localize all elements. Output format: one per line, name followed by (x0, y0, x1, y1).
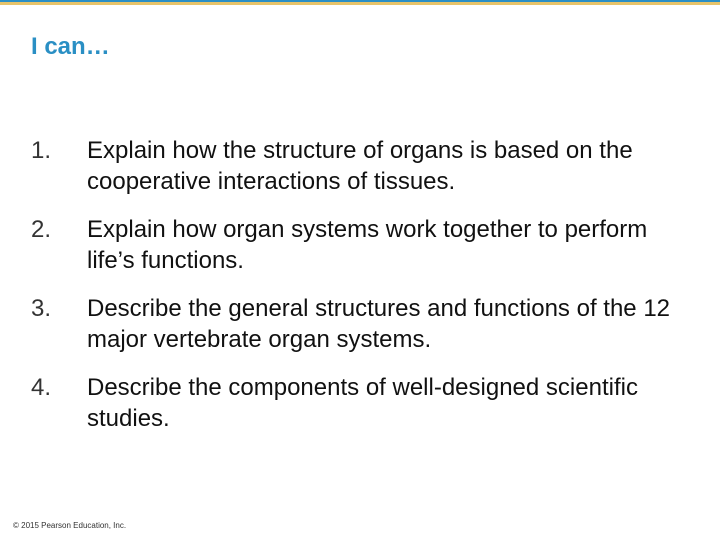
objective-item (31, 214, 701, 276)
objective-list (31, 135, 701, 434)
objective-text: Explain how the structure of organs is based on the cooperative interactions of tissues. (87, 137, 633, 195)
objective-number: 4. (31, 374, 52, 401)
objective-text: Describe the components of well-designed scientific studies. (87, 374, 638, 432)
slide-title: I can… (31, 33, 110, 60)
objective-text: Describe the general structures and functions of the 12 major vertebrate organ systems. (87, 295, 671, 353)
objective-text: Explain how organ systems work together to perform life’s functions. (87, 216, 648, 274)
objective-number: 1. (31, 137, 52, 164)
objective-number: 2. (31, 216, 52, 243)
objective-number: 3. (31, 295, 52, 322)
copyright-notice: © 2015 Pearson Education, Inc. (13, 521, 127, 530)
objective-item (31, 372, 701, 434)
top-gold-bar (0, 2, 720, 5)
objective-item (31, 135, 701, 197)
objective-item (31, 293, 701, 355)
